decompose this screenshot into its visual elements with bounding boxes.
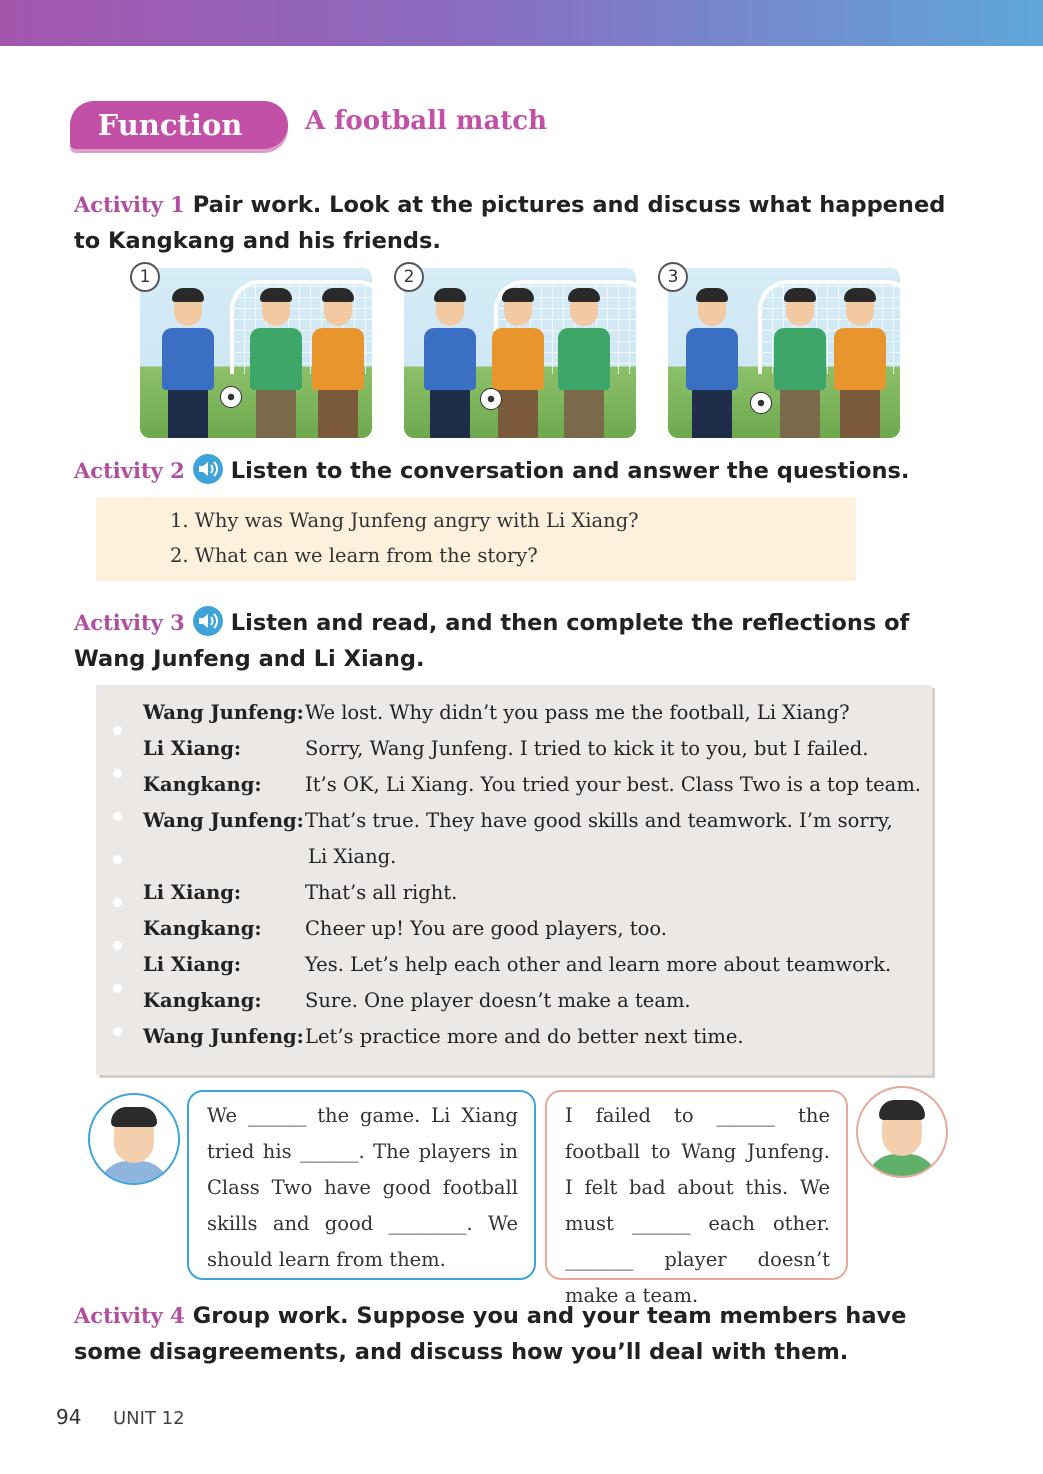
- dialogue-text: Sorry, Wang Junfeng. I tried to kick it to you, but I failed.: [305, 737, 869, 760]
- dialogue-text: That’s true. They have good skills and teamwork. I’m sorry,: [305, 809, 893, 832]
- question-item: 1. Why was Wang Junfeng angry with Li Xiang?: [170, 509, 639, 532]
- speaker-name: Kangkang:: [143, 989, 262, 1012]
- activity-4-heading: [74, 1298, 954, 1370]
- dialogue-line: [143, 1025, 744, 1048]
- activity-4-instructions: Group work. Suppose you and your team members have some disagreements, and discuss how you’ll deal with them.: [74, 1303, 907, 1365]
- dialogue-line: [143, 809, 893, 832]
- dialogue-text: It’s OK, Li Xiang. You tried your best. Class Two is a top team.: [305, 773, 922, 796]
- activity-4-label: Activity 4: [74, 1303, 185, 1328]
- speaker-icon[interactable]: [193, 606, 223, 636]
- wang-junfeng-avatar: [88, 1093, 180, 1185]
- dialogue-text: We lost. Why didn’t you pass me the football, Li Xiang?: [305, 701, 850, 724]
- binding-dot: [113, 855, 122, 864]
- activity-3-label: Activity 3: [74, 610, 185, 635]
- dialogue-continuation: Li Xiang.: [308, 845, 397, 868]
- activity-2-instructions: Listen to the conversation and answer the questions.: [230, 458, 910, 484]
- top-banner: [0, 0, 1043, 46]
- speaker-name: Li Xiang:: [143, 953, 242, 976]
- speaker-name: Wang Junfeng:: [143, 809, 304, 832]
- picture-1: [140, 268, 372, 438]
- binding-dot: [113, 1027, 122, 1036]
- dialogue-line: [143, 881, 457, 904]
- dialogue-text: That’s all right.: [305, 881, 458, 904]
- dialogue-text: Yes. Let’s help each other and learn more about teamwork.: [305, 953, 892, 976]
- activity-2-heading: [74, 453, 954, 489]
- reflection-bubble-li-xiang: I failed to ______ the football to Wang Junfeng. I felt bad about this. We must ______ each other. _______ player doesn’t make a team.: [545, 1090, 848, 1280]
- question-item: 2. What can we learn from the story?: [170, 544, 538, 567]
- binding-dot: [113, 984, 122, 993]
- dialogue-line: [143, 701, 850, 724]
- function-title: A football match: [305, 106, 548, 136]
- dialogue-line: [143, 737, 868, 760]
- binding-dot: [113, 769, 122, 778]
- activity-3-heading: [74, 605, 954, 677]
- dialogue-line: [143, 953, 891, 976]
- activity-1-heading: [74, 187, 954, 259]
- activity-2-questions: [96, 497, 856, 581]
- unit-label: UNIT 12: [113, 1408, 185, 1429]
- activity-2-label: Activity 2: [74, 458, 185, 483]
- binding-dot: [113, 726, 122, 735]
- picture-number: 1: [130, 262, 160, 292]
- speaker-icon[interactable]: [193, 454, 223, 484]
- speaker-name: Kangkang:: [143, 773, 262, 796]
- dialogue-line: [143, 917, 667, 940]
- dialogue-text: Let’s practice more and do better next time.: [305, 1025, 744, 1048]
- picture-number: 2: [394, 262, 424, 292]
- activity-3-instructions: Listen and read, and then complete the reflections of Wang Junfeng and Li Xiang.: [74, 610, 910, 672]
- reflection-bubble-wang-junfeng: We ______ the game. Li Xiang tried his ______. The players in Class Two have good football skills and good ________. We should learn from them.: [187, 1090, 536, 1280]
- speaker-name: Kangkang:: [143, 917, 262, 940]
- binding-dot: [113, 941, 122, 950]
- picture-3: [668, 268, 900, 438]
- speaker-name: Wang Junfeng:: [143, 1025, 304, 1048]
- activity-1-label: Activity 1: [74, 192, 185, 217]
- speaker-name: Li Xiang:: [143, 737, 242, 760]
- li-xiang-avatar: [856, 1086, 948, 1178]
- activity-1-instructions: Pair work. Look at the pictures and discuss what happened to Kangkang and his friends.: [74, 192, 946, 254]
- function-label: Function: [70, 101, 288, 149]
- activity-1-pictures: [130, 262, 910, 442]
- speaker-name: Li Xiang:: [143, 881, 242, 904]
- picture-number: 3: [658, 262, 688, 292]
- binding-dot: [113, 812, 122, 821]
- picture-2: [404, 268, 636, 438]
- dialogue-line: [143, 773, 921, 796]
- page-number: 94: [56, 1405, 82, 1429]
- speaker-name: Wang Junfeng:: [143, 701, 304, 724]
- dialogue-text: Sure. One player doesn’t make a team.: [305, 989, 691, 1012]
- dialogue-line: [143, 989, 691, 1012]
- dialogue-text: Cheer up! You are good players, too.: [305, 917, 667, 940]
- binding-dot: [113, 898, 122, 907]
